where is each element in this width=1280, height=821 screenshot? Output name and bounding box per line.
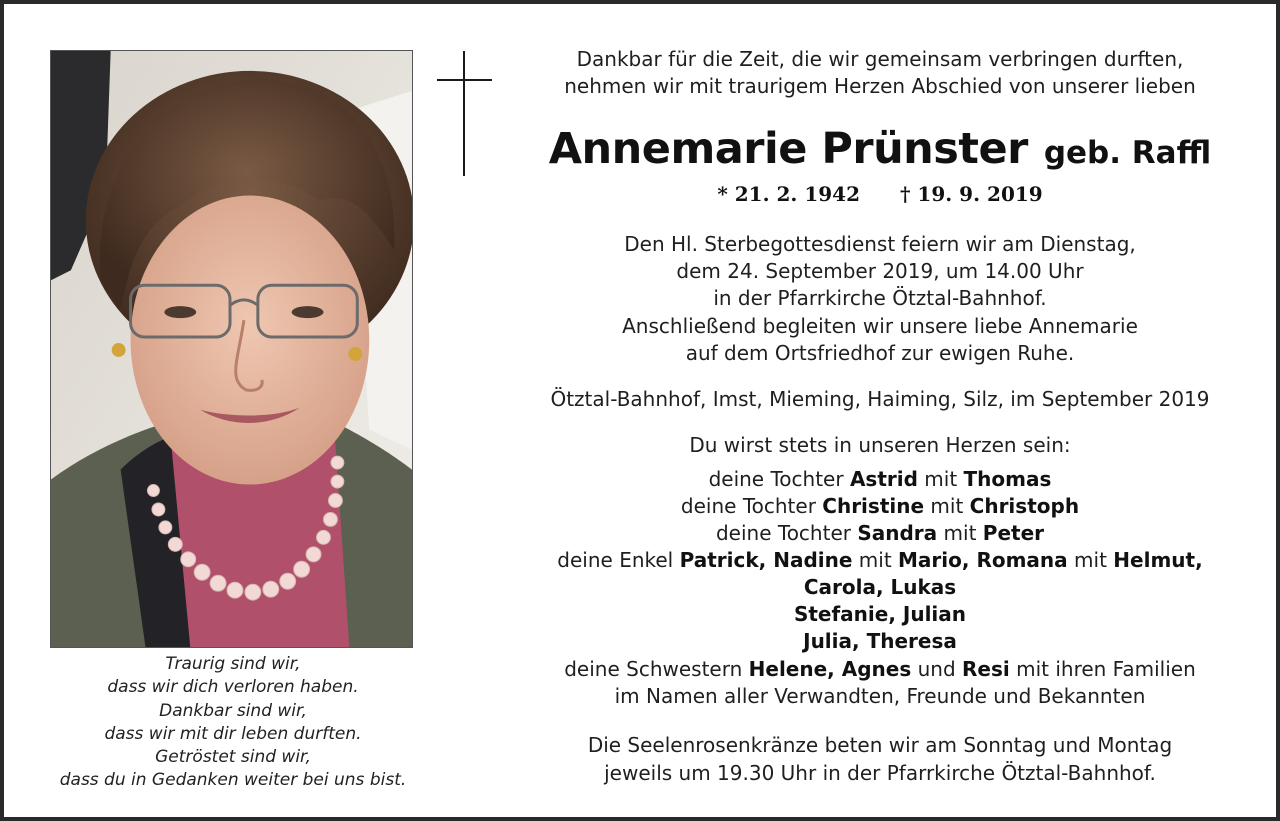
mourner-name: Helmut, bbox=[1113, 548, 1203, 572]
mourner-name: Carola, Lukas bbox=[803, 575, 957, 599]
portrait-photo bbox=[50, 50, 413, 648]
service-line: Den Hl. Sterbegottesdienst feiern wir am Dienstag, bbox=[624, 232, 1136, 256]
mourner-name: Thomas bbox=[963, 467, 1052, 491]
cross-icon-bar bbox=[437, 79, 492, 81]
poem-line: dass wir dich verloren haben. bbox=[107, 677, 359, 698]
service-line: dem 24. September 2019, um 14.00 Uhr bbox=[676, 259, 1084, 283]
relation-label: deine Tochter bbox=[715, 521, 851, 545]
deceased-name bbox=[500, 124, 1260, 174]
mourner-name: Patrick, Nadine bbox=[679, 548, 853, 572]
intro-line-1: Dankbar für die Zeit, die wir gemeinsam verbringen durften, bbox=[576, 47, 1184, 71]
poem bbox=[24, 653, 442, 793]
mourner-daughter-1 bbox=[500, 466, 1260, 492]
mourner-name: Julia, Theresa bbox=[803, 629, 957, 653]
cross-icon bbox=[463, 51, 465, 176]
mourner-grandchildren-line-4 bbox=[500, 628, 1260, 654]
connector: mit ihren Familien bbox=[1016, 657, 1196, 681]
poem-line: Traurig sind wir, bbox=[165, 654, 301, 674]
connector: und bbox=[917, 657, 956, 681]
rosary-line-2: jeweils um 19.30 Uhr in der Pfarrkirche Ötztal-Bahnhof. bbox=[604, 761, 1156, 785]
mourner-grandchildren-line-2 bbox=[500, 574, 1260, 600]
life-dates bbox=[500, 182, 1260, 206]
deceased-birth-name: geb. Raffl bbox=[1043, 135, 1212, 171]
service-line: Anschließend begleiten wir unsere liebe Annemarie bbox=[622, 314, 1138, 338]
death-date: † 19. 9. 2019 bbox=[900, 182, 1043, 206]
mourner-name: Mario, Romana bbox=[898, 548, 1068, 572]
mourner-daughter-2 bbox=[500, 493, 1260, 519]
mourner-name: Helene, Agnes bbox=[748, 657, 912, 681]
mourner-name: Astrid bbox=[849, 467, 918, 491]
birth-date: * 21. 2. 1942 bbox=[717, 182, 860, 206]
mourner-grandchildren bbox=[500, 547, 1260, 573]
poem-line: Getröstet sind wir, bbox=[155, 747, 311, 768]
connector: mit bbox=[930, 494, 964, 518]
service-line: auf dem Ortsfriedhof zur ewigen Ruhe. bbox=[685, 341, 1075, 365]
mourners-intro: Du wirst stets in unseren Herzen sein: bbox=[689, 433, 1071, 457]
rosary-line-1: Die Seelenrosenkränze beten wir am Sonntag und Montag bbox=[587, 733, 1173, 757]
places-and-date: Ötztal-Bahnhof, Imst, Mieming, Haiming, Silz, im September 2019 bbox=[550, 387, 1210, 411]
connector: mit bbox=[943, 521, 977, 545]
connector: mit bbox=[858, 548, 892, 572]
poem-line: dass wir mit dir leben durften. bbox=[104, 723, 362, 744]
poem-line: Dankbar sind wir, bbox=[159, 700, 307, 721]
mourner-sisters bbox=[500, 656, 1260, 682]
mourner-name: Peter bbox=[982, 521, 1044, 545]
portrait-illustration bbox=[51, 51, 412, 647]
connector: mit bbox=[924, 467, 958, 491]
service-line: in der Pfarrkirche Ötztal-Bahnhof. bbox=[713, 286, 1047, 310]
mourner-name: Resi bbox=[962, 657, 1010, 681]
poem-line: dass du in Gedanken weiter bei uns bist. bbox=[59, 770, 407, 791]
relation-label: deine Enkel bbox=[557, 548, 674, 572]
mourner-daughter-3 bbox=[500, 520, 1260, 546]
mourner-name: Christine bbox=[822, 494, 925, 518]
mourner-grandchildren-line-3 bbox=[500, 601, 1260, 627]
relation-label: deine Tochter bbox=[708, 467, 844, 491]
relation-label: deine Schwestern bbox=[564, 657, 743, 681]
deceased-full-name: Annemarie Prünster bbox=[548, 124, 1028, 174]
mourner-name: Christoph bbox=[969, 494, 1080, 518]
intro-line-2: nehmen wir mit traurigem Herzen Abschied von unserer lieben bbox=[564, 74, 1196, 98]
mourner-name: Sandra bbox=[857, 521, 938, 545]
relation-label: deine Tochter bbox=[680, 494, 816, 518]
connector: mit bbox=[1074, 548, 1107, 572]
mourner-name: Stefanie, Julian bbox=[793, 602, 967, 626]
mourners-closing: im Namen aller Verwandten, Freunde und Bekannten bbox=[614, 684, 1146, 708]
